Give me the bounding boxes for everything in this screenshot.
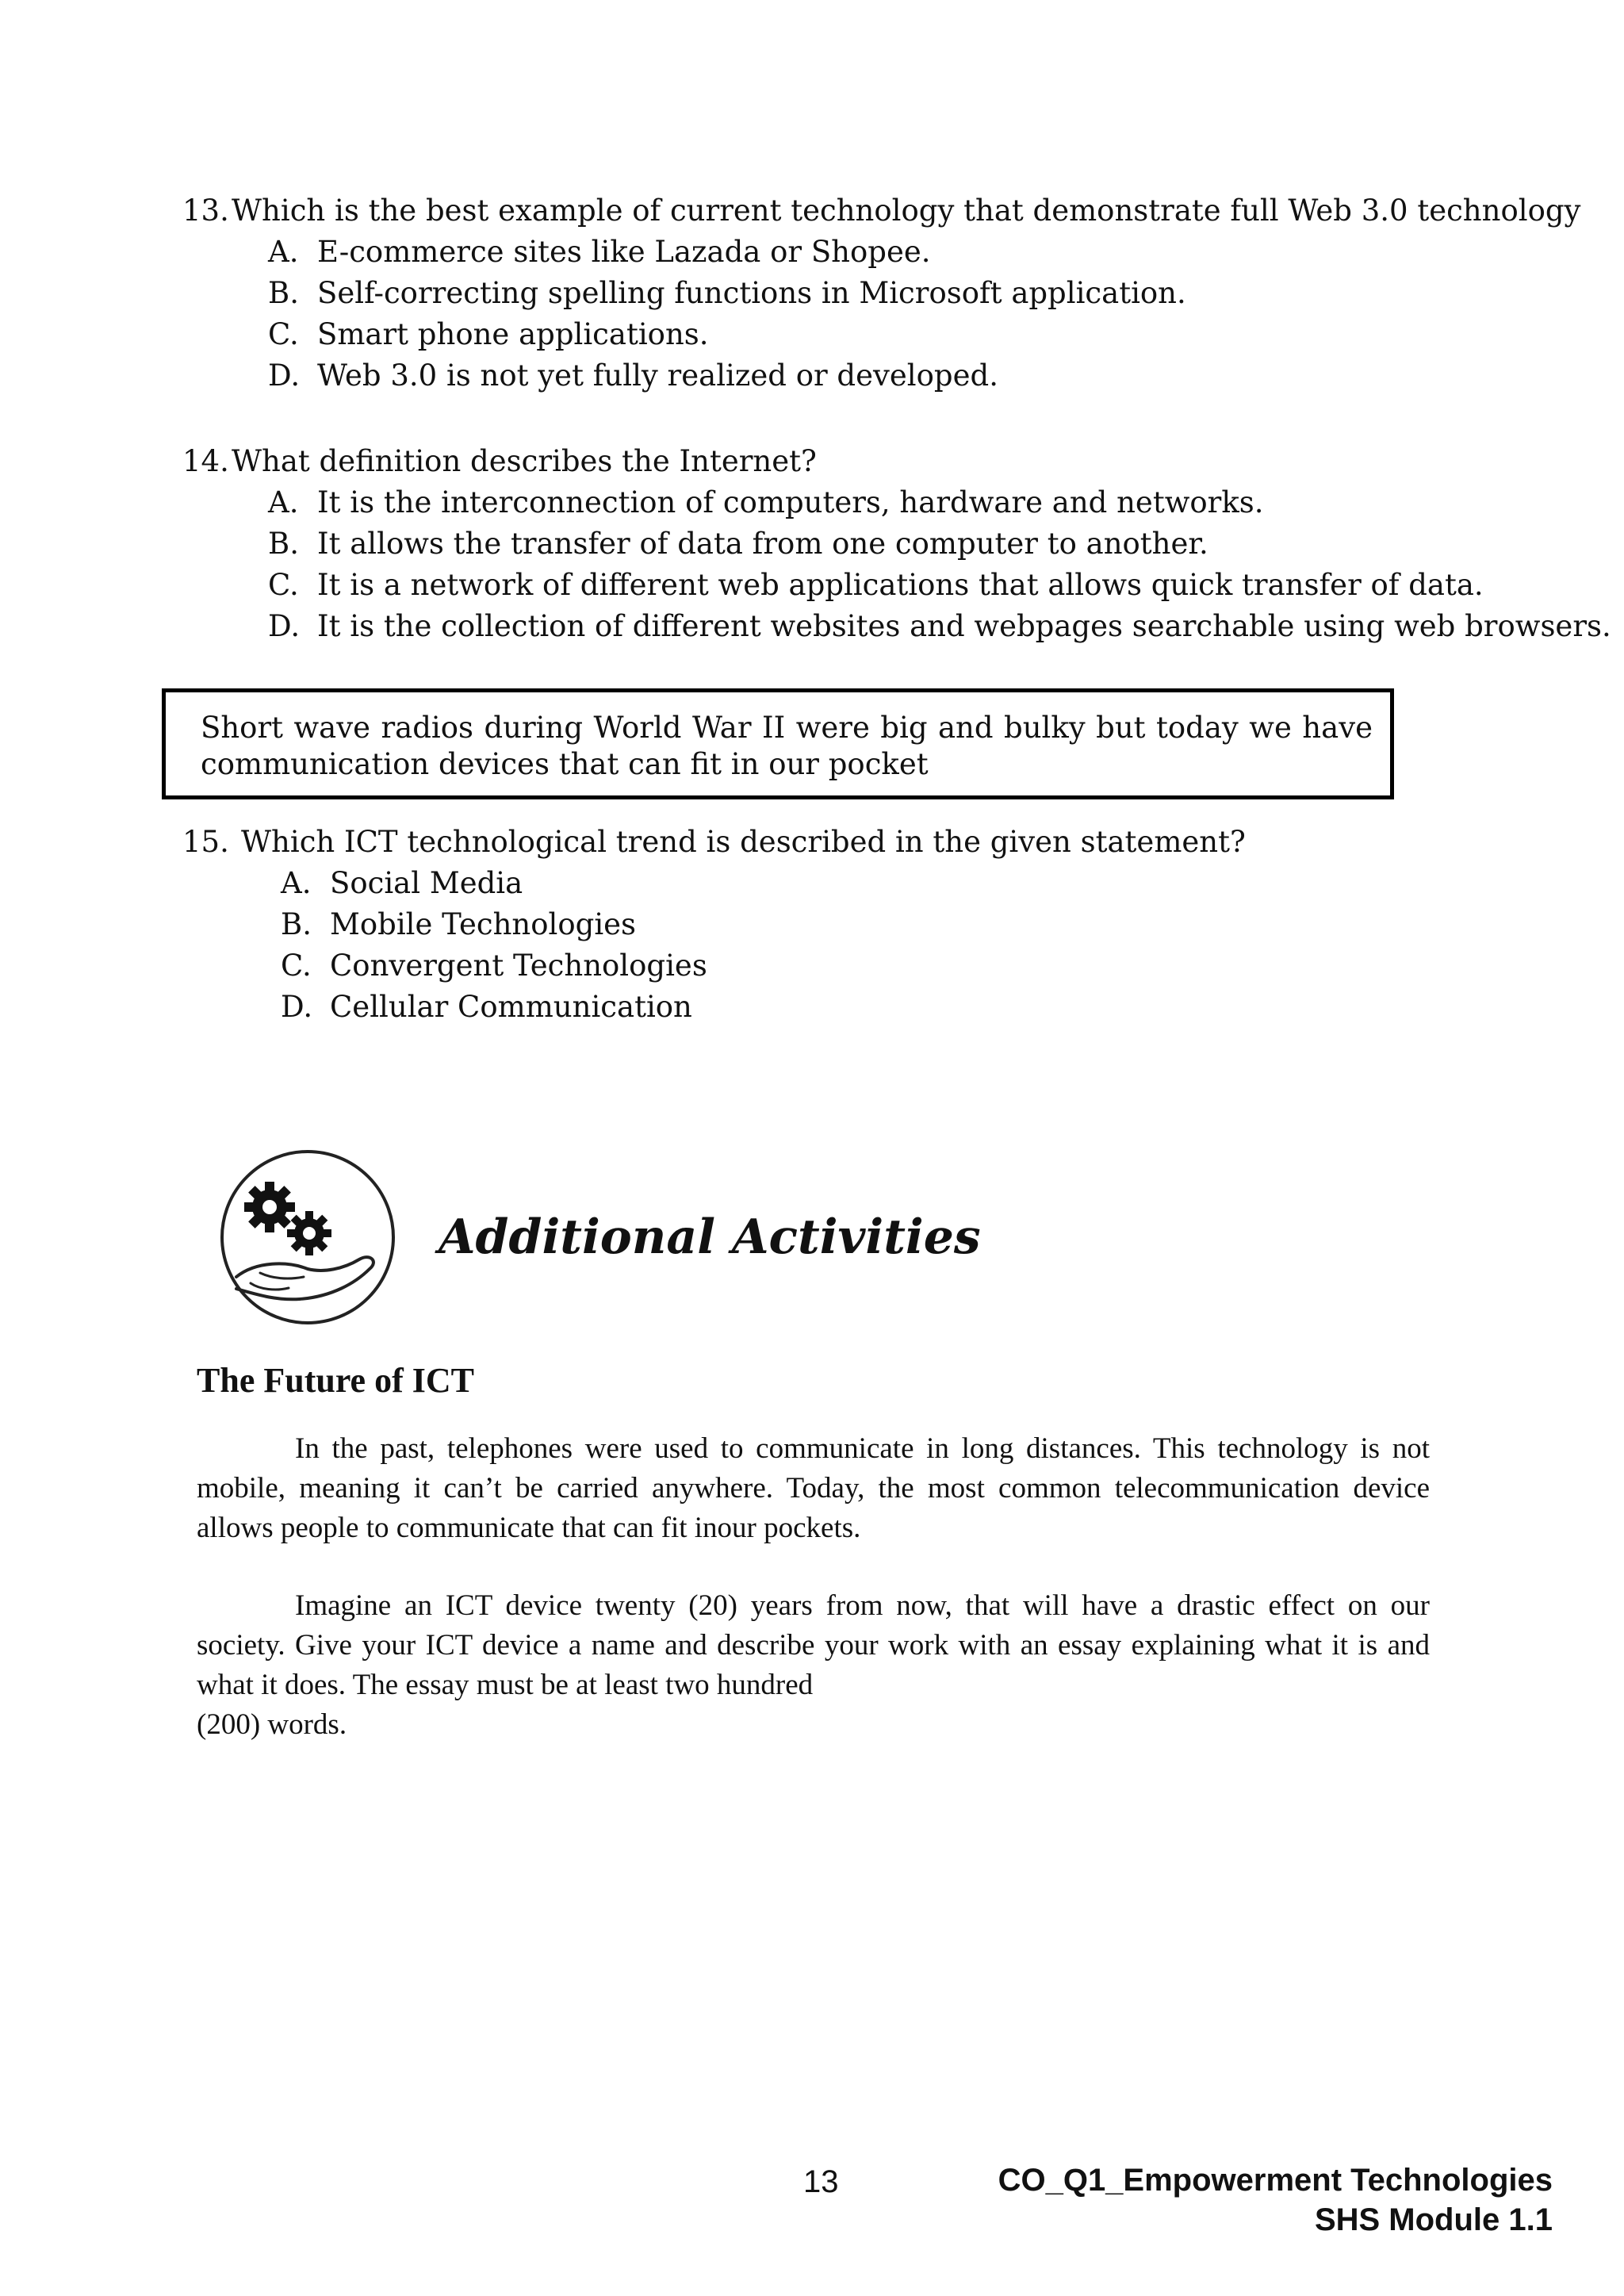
option-text: Self-correcting spelling functions in Microsoft application.	[317, 276, 1186, 310]
option-text: It is the interconnection of computers, hardware and networks.	[317, 485, 1264, 519]
option-letter: A.	[268, 485, 299, 519]
option-letter: B.	[268, 527, 299, 561]
option-a	[281, 863, 1246, 904]
option-text: Mobile Technologies	[330, 907, 637, 941]
option-c	[268, 565, 1611, 606]
question-number: 15.	[182, 825, 229, 859]
option-letter: D.	[268, 358, 301, 393]
option-text: It is the collection of different websites and webpages searchable using web browsers.	[317, 609, 1611, 643]
option-letter: D.	[268, 609, 301, 643]
option-d	[268, 606, 1611, 647]
question-14	[182, 441, 1611, 647]
option-a	[268, 232, 1580, 273]
paragraph-2	[197, 1586, 1430, 1745]
option-text: E-commerce sites like Lazada or Shopee.	[317, 235, 931, 269]
option-text: It allows the transfer of data from one computer to another.	[317, 527, 1208, 561]
activity-title: Additional Activities	[439, 1209, 981, 1265]
question-number: 13.	[182, 194, 229, 228]
statement-text: Short wave radios during World War II were big and bulky but today we have communication devices that can fit in our pocket	[201, 711, 1373, 781]
option-a	[268, 482, 1611, 523]
question-13	[182, 190, 1580, 397]
module-line-1: CO_Q1_Empowerment Technologies	[998, 2163, 1553, 2198]
option-text: Social Media	[330, 866, 523, 900]
option-text: It is a network of different web applications that allows quick transfer of data.	[317, 568, 1484, 602]
paragraph-2-end: (200) words.	[197, 1708, 347, 1741]
option-b	[268, 523, 1611, 565]
option-text: Cellular Communication	[330, 990, 692, 1024]
module-footer	[998, 2160, 1553, 2240]
option-letter: A.	[281, 866, 312, 900]
option-list	[268, 482, 1611, 647]
option-c	[268, 314, 1580, 355]
option-b	[281, 904, 1246, 945]
option-letter: D.	[281, 990, 313, 1024]
paragraph-1-text: In the past, telephones were used to communicate in long distances. This technology is not mobile, meaning it can’t be carried anywhere. Today, the most common telecommunication device allows people to communicate that can fit inour pockets.	[197, 1432, 1430, 1544]
option-c	[281, 945, 1246, 987]
page-number: 13	[803, 2164, 839, 2199]
option-text: Convergent Technologies	[330, 949, 707, 983]
question-text: Which ICT technological trend is described in the given statement?	[241, 825, 1246, 859]
option-text: Smart phone applications.	[317, 317, 709, 351]
option-letter: A.	[268, 235, 299, 269]
option-letter: B.	[281, 907, 312, 941]
question-text: Which is the best example of current technology that demonstrate full Web 3.0 technology	[232, 194, 1581, 228]
option-d	[268, 355, 1580, 397]
option-list	[268, 232, 1580, 397]
question-text: What definition describes the Internet?	[232, 444, 817, 478]
option-letter: C.	[268, 317, 299, 351]
gears-in-hand-icon	[213, 1142, 403, 1332]
question-number: 14.	[182, 444, 229, 478]
module-line-2: SHS Module 1.1	[1314, 2202, 1553, 2237]
statement-box	[162, 688, 1394, 799]
section-title: The Future of ICT	[197, 1361, 474, 1400]
paragraph-1	[197, 1429, 1430, 1548]
option-text: Web 3.0 is not yet fully realized or developed.	[317, 358, 998, 393]
option-d	[281, 987, 1246, 1028]
paragraph-2-text: Imagine an ICT device twenty (20) years from now, that will have a drastic effect on our society. Give your ICT device a name and describe your work with an essay explaining what it is and what it does. The essay must be at least two hundred	[197, 1589, 1430, 1701]
option-b	[268, 273, 1580, 314]
option-list	[281, 863, 1246, 1028]
question-15	[182, 822, 1246, 1028]
option-letter: C.	[281, 949, 312, 983]
option-letter: C.	[268, 568, 299, 602]
option-letter: B.	[268, 276, 299, 310]
